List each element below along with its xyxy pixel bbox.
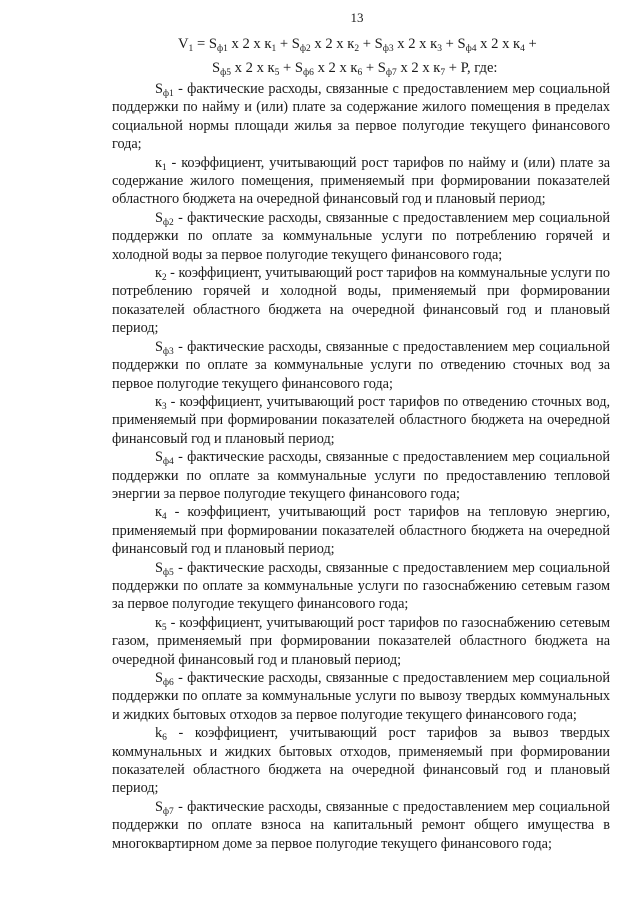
- definition-subscript: 1: [161, 162, 167, 173]
- definition-text: - коэффициент, учитывающий рост тарифов по отведению сточных вод, применяемый при формировании показателей областного бюджета на очередной финансовый год и плановый период;: [112, 393, 610, 447]
- formula-subscript: 1: [271, 44, 277, 54]
- definition-paragraph: [112, 614, 610, 669]
- definition-text: - коэффициент, учитывающий рост тарифов на коммунальные услуги по потреблению горячей и холодной воды, применяемый при формировании показателей областного бюджета на очередной финансовый год и плановый период;: [112, 265, 610, 337]
- definition-text: - фактические расходы, связанные с предоставлением мер социальной поддержки по оплате за коммунальные услуги по предоставлению тепловой энергии за первое полугодие текущего финансового года;: [112, 449, 610, 502]
- definition-paragraph: [112, 338, 610, 393]
- definition-paragraph: [112, 724, 610, 798]
- formula-subscript: ф3: [382, 44, 394, 54]
- formula-subscript: ф1: [216, 44, 228, 54]
- formula-subscript: ф6: [303, 68, 314, 78]
- definition-subscript: 6: [162, 733, 167, 744]
- definition-subscript: ф3: [162, 346, 174, 357]
- definition-subscript: ф5: [162, 567, 174, 578]
- definition-symbol: S: [155, 798, 163, 815]
- formula-text: S: [212, 60, 221, 76]
- formula-text: х 2 х к: [310, 36, 355, 52]
- definition-subscript: 2: [161, 273, 167, 284]
- definition-paragraph: [112, 559, 610, 614]
- formula-subscript: 1: [188, 44, 194, 54]
- definition-paragraph: [112, 209, 610, 264]
- formula-text: V: [178, 36, 189, 52]
- formula-subscript: 5: [274, 68, 280, 78]
- formula-text: х 2 х к: [393, 36, 438, 52]
- formula-text: х 2 х к: [231, 60, 275, 76]
- formula-text: + S: [362, 60, 386, 76]
- definition-symbol: S: [155, 559, 163, 576]
- formula-text: = S: [193, 36, 217, 52]
- formula-text: + S: [359, 36, 383, 52]
- formula-text: + Р, где:: [445, 60, 498, 76]
- definition-paragraph: [112, 798, 610, 853]
- definition-subscript: 5: [161, 622, 167, 633]
- formula-subscript: ф2: [299, 44, 311, 54]
- formula-subscript: 4: [520, 44, 525, 54]
- definition-subscript: 4: [161, 512, 167, 523]
- definition-text: - фактические расходы, связанные с предоставлением мер социальной поддержки по найму и (или) плате за содержание жилого помещения в пределах социальной нормы площади жилья за первое полугодие текущего финансового года;: [112, 81, 610, 153]
- definition-text: - коэффициент, учитывающий рост тарифов по газоснабжению сетевым газом, применяемый при формировании показателей областного бюджета на очередной финансовый год и плановый период;: [112, 614, 610, 668]
- definition-text: - фактические расходы, связанные с предоставлением мер социальной поддержки по оплате взноса на капитальный ремонт общего имущества в многоквартирном доме за первое полугодие текущего финансового года;: [112, 798, 610, 852]
- definition-text: - фактические расходы, связанные с предоставлением мер социальной поддержки по оплате за коммунальные услуги по газоснабжению сетевым газом за первое полугодие текущего финансового года;: [112, 559, 610, 613]
- definition-subscript: 3: [161, 401, 167, 412]
- definition-paragraph: [112, 80, 610, 154]
- definition-paragraph: [112, 669, 610, 724]
- definition-symbol: к: [155, 504, 162, 521]
- definition-text: - фактические расходы, связанные с предоставлением мер социальной поддержки по оплате за коммунальные услуги по вывозу твердых коммунальных и жидких бытовых отходов за первое полугодие текущего финансового года;: [112, 670, 610, 723]
- formula-line-2: [112, 56, 610, 80]
- formula-subscript: 2: [354, 44, 360, 54]
- definition-paragraph: [112, 264, 610, 338]
- formula-text: +: [524, 36, 537, 52]
- definition-subscript: ф7: [162, 806, 174, 817]
- formula-subscript: ф4: [465, 44, 477, 54]
- formula-text: + S: [276, 36, 300, 52]
- formula-text: + S: [441, 36, 466, 52]
- formula-text: х 2 х к: [476, 36, 521, 52]
- definition-symbol: к: [155, 154, 162, 171]
- definition-text: - коэффициент, учитывающий рост тарифов по найму и (или) плате за содержание жилого помещения, применяемый при формировании показателей областного бюджета на очередной финансовый год и плановый период;: [112, 154, 610, 208]
- definition-symbol: к: [155, 393, 162, 410]
- definition-paragraph: [112, 154, 610, 209]
- formula-subscript: 7: [440, 68, 446, 78]
- definition-text: - фактические расходы, связанные с предоставлением мер социальной поддержки по оплате за коммунальные услуги по потреблению горячей и холодной воды за первое полугодие текущего финансового года;: [112, 209, 610, 263]
- formula-subscript: ф5: [220, 68, 232, 78]
- definition-text: - фактические расходы, связанные с предоставлением мер социальной поддержки по оплате за коммунальные услуги по отведению сточных вод за первое полугодие текущего финансового года;: [112, 338, 610, 392]
- page-number: 13: [350, 10, 364, 25]
- definition-symbol: к: [155, 614, 162, 631]
- definition-text: - коэффициент, учитывающий рост тарифов на тепловую энергию, применяемый при формировании показателей областного бюджета на очередной финансовый год и плановый период;: [112, 504, 610, 558]
- definition-subscript: ф2: [162, 217, 174, 228]
- definition-subscript: ф6: [162, 678, 174, 688]
- formula-block: [112, 32, 610, 80]
- definition-subscript: ф1: [162, 89, 174, 99]
- definition-symbol: S: [155, 81, 163, 97]
- definitions-list: [112, 80, 610, 853]
- definition-symbol: S: [155, 449, 163, 466]
- definition-paragraph: [112, 393, 610, 448]
- document-page: [112, 10, 610, 853]
- formula-text: х 2 х к: [313, 60, 358, 76]
- definition-paragraph: [112, 448, 610, 503]
- formula-subscript: 3: [437, 44, 442, 54]
- formula-subscript: 6: [357, 68, 363, 78]
- formula-text: х 2 х к: [227, 36, 272, 52]
- definition-symbol: к: [155, 265, 162, 282]
- definition-symbol: S: [155, 338, 163, 355]
- formula-line-1: [112, 32, 610, 56]
- definition-symbol: k: [155, 725, 163, 742]
- definition-symbol: S: [155, 209, 163, 226]
- definition-text: - коэффициент, учитывающий рост тарифов за вывоз твердых коммунальных и жидких бытовых отходов, применяемый при формировании показателей областного бюджета на очередной финансовый год и плановый период;: [112, 725, 610, 797]
- definition-paragraph: [112, 503, 610, 558]
- formula-text: + S: [279, 60, 304, 76]
- formula-subscript: ф7: [385, 68, 397, 78]
- definition-subscript: ф4: [162, 457, 174, 468]
- formula-text: х 2 х к: [396, 60, 441, 76]
- definition-symbol: S: [155, 670, 163, 686]
